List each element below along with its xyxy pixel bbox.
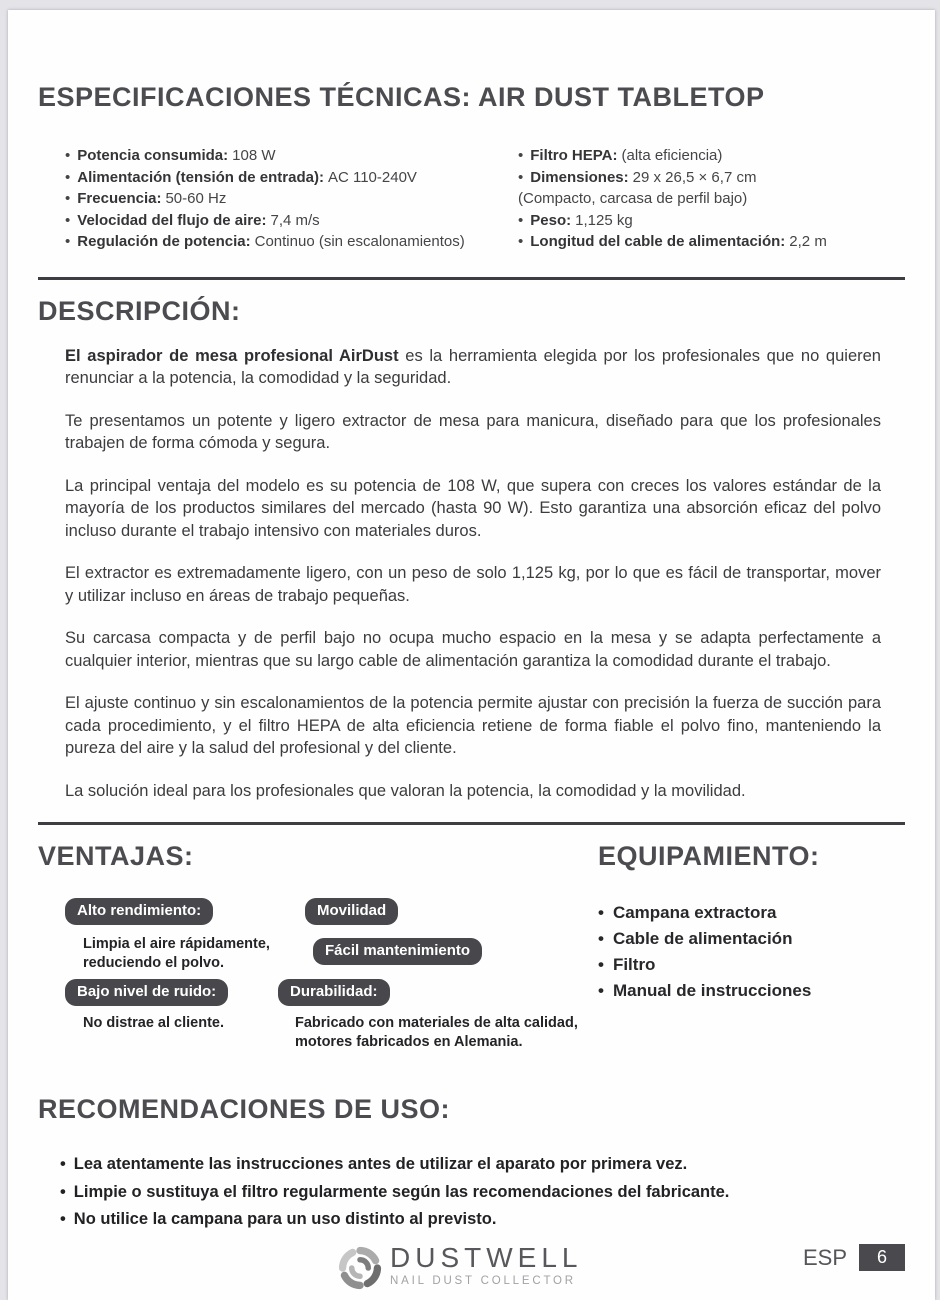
paragraph: La principal ventaja del modelo es su potencia de 108 W, que supera con creces los valores estándar de la mayoría de los productos similares del mercado (hasta 90 W). Esto garantiza una absorción eficaz del polvo incluso durante el trabajo intensivo con materiales duros. [65,476,881,540]
bullet-icon: • [65,147,71,164]
paragraph: El ajuste continuo y sin escalonamientos de la potencia permite ajustar con precisión la fuerza de succión para cada procedimiento, y el filtro HEPA de alta eficiencia retiene de forma fiable el polvo fino, manteniendo la pureza del aire y la salud del profesional y del cliente. [65,694,881,757]
paragraph-lead: El aspirador de mesa profesional AirDust [65,346,399,365]
spec-value: AC 110-240V [327,168,417,186]
language-label: ESP [802,1244,847,1270]
bullet-icon: • [598,981,604,1000]
badge-note-durabilidad: Fabricado con materiales de alta calidad, motores fabricados en Alemania. [295,1015,578,1050]
spec-label: Filtro HEPA: [530,147,618,164]
brand-text [390,1242,582,1287]
bullet-icon: • [65,168,71,186]
bullet-icon: • [518,233,524,250]
recommendation-text: No utilice la campana para un uso distinto al previsto. [73,1210,497,1228]
spec-value: 29 x 26,5 × 6,7 cm [632,168,757,186]
spec-item [65,188,518,210]
spec-label: Alimentación (tensión de entrada): [77,168,324,186]
recommendation-item [60,1179,907,1207]
recommendation-text: Lea atentamente las instrucciones antes de utilizar el aparato por primera vez. [73,1155,688,1173]
section-divider [38,277,905,280]
spec-label: Velocidad del flujo de aire: [77,211,267,229]
specs-column-left [38,145,518,253]
spec-item-continuation [518,188,907,210]
spec-value: 2,2 m [789,233,827,250]
spec-value: 50-60 Hz [165,190,227,207]
bullet-icon: • [60,1182,66,1201]
spec-item [65,145,518,167]
badge-bajo-nivel-ruido: Bajo nivel de ruido: [65,979,228,1006]
equipment-list [598,900,907,1004]
paragraph: La solución ideal para los profesionales que valoran la potencia, la comodidad y la movilidad. [65,781,746,800]
spec-label: Peso: [530,211,572,229]
paragraph-text: es la herramienta elegida por los profesionales que no quieren renunciar a la potencia, la comodidad y la seguridad. [65,346,881,387]
badge-facil-mantenimiento: Fácil mantenimiento [313,938,482,965]
spec-item [518,210,907,232]
bullet-icon: • [60,1210,66,1228]
document-page [8,10,935,1300]
recommendation-item [60,1206,907,1234]
page-footer [8,1238,935,1300]
paragraph [65,345,881,390]
brand-name: DUSTWELL [390,1242,583,1273]
advantages-heading: VENTAJAS: [38,841,194,871]
spec-item [518,167,907,189]
spec-value: 7,4 m/s [270,211,320,229]
badge-note-bajo-nivel-ruido: No distrae al cliente. [83,1015,225,1031]
recommendations-section [38,1094,907,1234]
spec-item [518,231,907,253]
spec-value: (alta eficiencia) [621,147,723,164]
equipment-item-label: Campana extractora [612,903,777,922]
equipment-column [596,825,907,1068]
bullet-icon: • [65,211,71,229]
advantages-equipment-section [38,825,907,1068]
brand-logo [338,1242,582,1290]
page-number-badge: 6 [859,1244,905,1271]
spec-item [65,167,518,189]
spec-item [65,231,518,253]
bullet-icon: • [598,903,604,922]
advantages-badges [38,898,596,1068]
spec-item [65,210,518,232]
spec-value: 108 W [232,147,276,164]
recommendations-list [38,1151,907,1234]
equipment-item [598,952,907,978]
recommendation-item [60,1151,907,1179]
bullet-icon: • [65,190,71,207]
equipment-heading: EQUIPAMIENTO: [598,841,820,871]
page-number-block [803,1244,905,1271]
badge-note-alto-rendimiento: Limpia el aire rápidamente, reduciendo el polvo. [83,936,270,971]
badge-alto-rendimiento: Alto rendimiento: [65,898,213,925]
equipment-item-label: Manual de instrucciones [612,981,812,1000]
spec-value: (Compacto, carcasa de perfil bajo) [518,190,748,207]
description-body [38,345,907,803]
recommendation-text: Limpie o sustituya el filtro regularmente según las recomendaciones del fabricante. [73,1182,730,1201]
brand-tagline: NAIL DUST COLLECTOR [390,1275,576,1287]
bullet-icon: • [518,168,524,186]
spec-label: Dimensiones: [530,168,629,186]
recommendations-heading: RECOMENDACIONES DE USO: [38,1094,451,1124]
page-title: ESPECIFICACIONES TÉCNICAS: AIR DUST TABLETOP [38,82,765,112]
spec-item [518,145,907,167]
equipment-item [598,978,907,1004]
paragraph: El extractor es extremadamente ligero, con un peso de solo 1,125 kg, por lo que es fácil de transportar, mover y utilizar incluso en áreas de trabajo pequeñas. [65,564,881,605]
bullet-icon: • [65,233,71,250]
paragraph: Te presentamos un potente y ligero extractor de mesa para manicura, diseñado para que los profesionales trabajen de forma cómoda y segura. [65,411,881,452]
specs-column-right [518,145,907,253]
equipment-item [598,900,907,926]
spec-value: 1,125 kg [575,211,633,229]
badge-durabilidad: Durabilidad: [278,979,390,1006]
bullet-icon: • [598,955,604,974]
advantages-column [38,825,596,1068]
dustwell-swirl-icon [338,1246,382,1290]
badge-movilidad: Movilidad [305,898,398,925]
specs-section [38,145,907,253]
spec-label: Longitud del cable de alimentación: [530,233,786,250]
bullet-icon: • [518,211,524,229]
description-heading: DESCRIPCIÓN: [38,295,241,326]
bullet-icon: • [598,929,604,948]
spec-label: Regulación de potencia: [77,233,251,250]
spec-label: Frecuencia: [77,190,162,207]
bullet-icon: • [518,147,524,164]
spec-value: Continuo (sin escalonamientos) [254,233,465,250]
equipment-item [598,926,907,952]
paragraph: Su carcasa compacta y de perfil bajo no ocupa mucho espacio en la mesa y se adapta perfectamente a cualquier interior, mientras que su largo cable de alimentación garantiza la comodidad durante el trabajo. [65,629,881,670]
spec-label: Potencia consumida: [77,147,229,164]
equipment-item-label: Filtro [612,955,656,974]
bullet-icon: • [60,1155,66,1173]
equipment-item-label: Cable de alimentación [612,929,793,948]
